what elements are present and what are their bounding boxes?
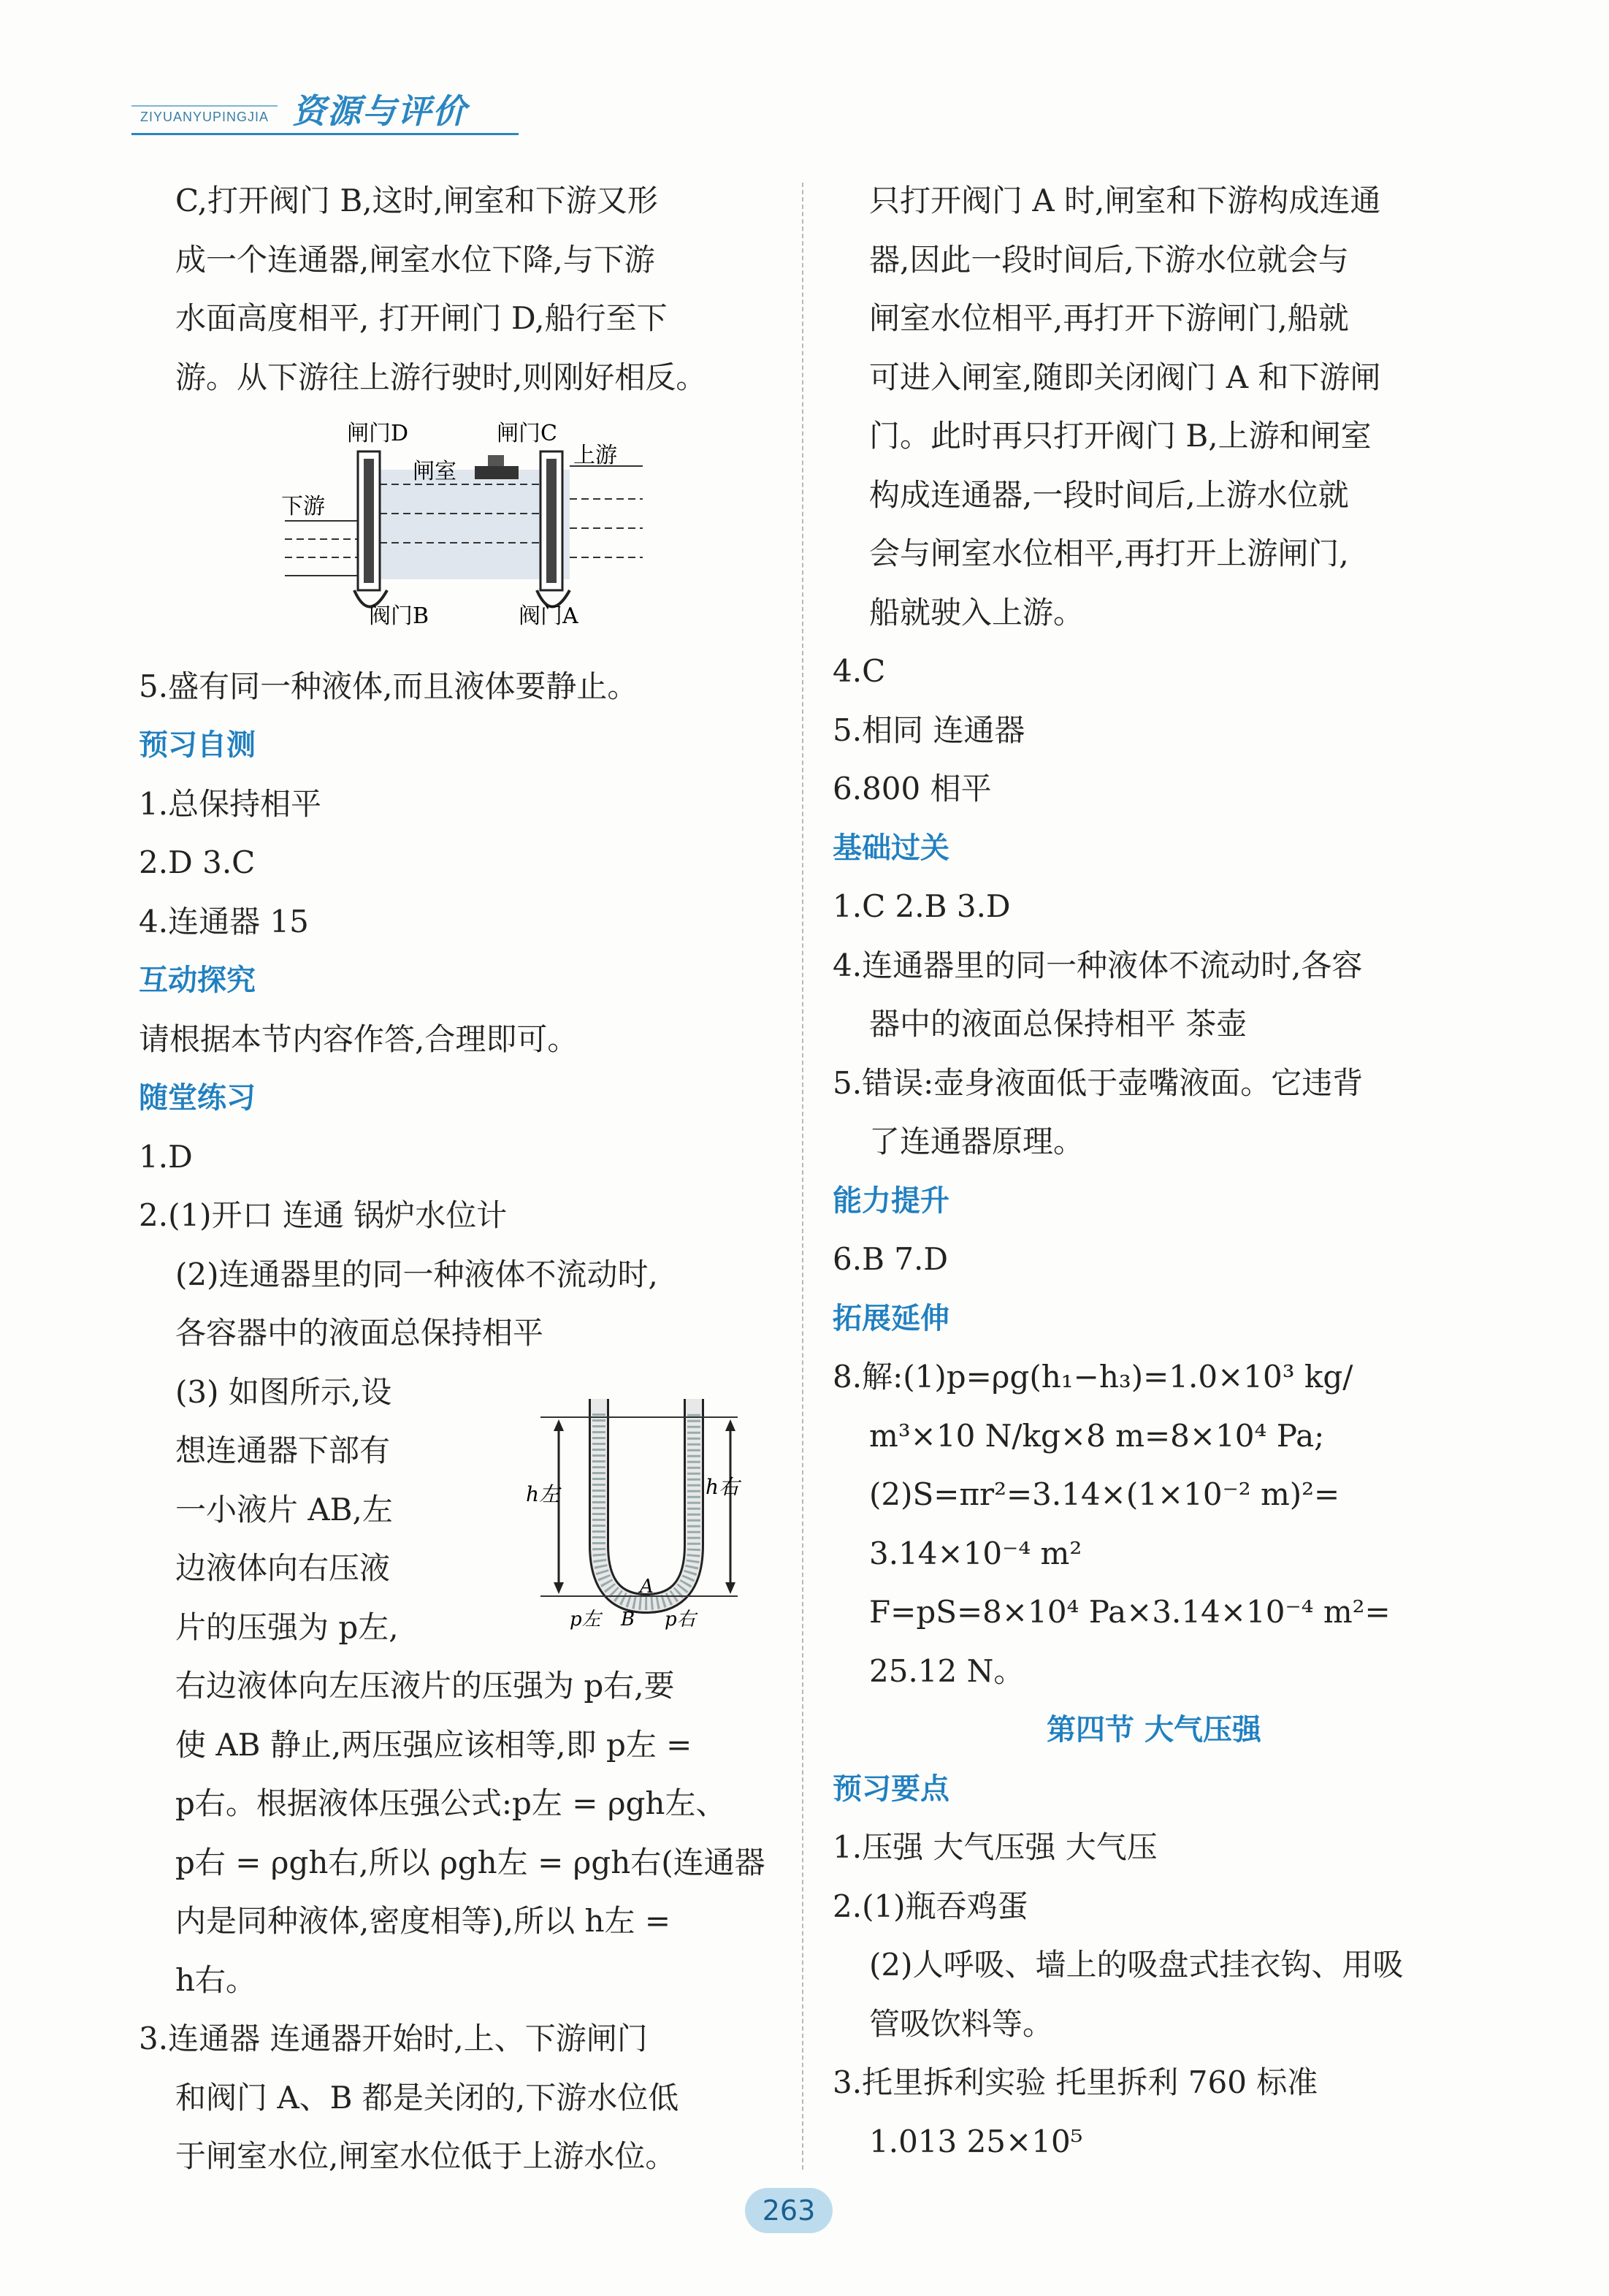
column-divider	[802, 183, 803, 2170]
text-line: 内是同种液体,密度相等),所以 h左 =	[175, 1903, 671, 1939]
text-line: h右。	[175, 1961, 257, 1998]
text-line: 构成连通器,一段时间后,上游水位就	[869, 476, 1349, 513]
text-line: 船就驶入上游。	[869, 594, 1085, 630]
text-line: 1.总保持相平	[139, 785, 322, 822]
text-line: 器,因此一段时间后,下游水位就会与	[869, 241, 1349, 278]
text-line: p右。根据液体压强公式:p左 = ρgh左、	[175, 1785, 727, 1821]
page-number: 263	[745, 2188, 833, 2233]
text-line: 4.C	[833, 653, 886, 689]
text-line: 想连通器下部有	[175, 1433, 391, 1468]
text-line: 右边液体向左压液片的压强为 p右,要	[175, 1668, 675, 1704]
valve-a-label: 阀门A	[519, 603, 578, 629]
text-line: 4.连通器 15	[139, 903, 309, 939]
header-pinyin: ZIYUANYUPINGJIA	[140, 110, 270, 124]
text-line: 只打开阀门 A 时,闸室和下游构成连通	[869, 183, 1381, 218]
upstream-label: 上游	[573, 443, 617, 468]
text-line: 6.B 7.D	[833, 1241, 949, 1277]
text-line: 可进入闸室,随即关闭阀门 A 和下游闸	[869, 359, 1381, 395]
text-line: (2)人呼吸、墙上的吸盘式挂衣钩、用吸	[869, 1947, 1404, 1983]
text-line: 3.14×10⁻⁴ m²	[869, 1535, 1082, 1571]
header-title: 资源与评价	[292, 91, 467, 131]
b-label: B	[621, 1609, 635, 1631]
p-left-label: p左	[570, 1609, 601, 1631]
text-line: 会与闸室水位相平,再打开上游闸门,	[869, 535, 1349, 571]
a-label: A	[640, 1576, 654, 1598]
text-line: 2.D 3.C	[139, 844, 256, 880]
text-line: F=pS=8×10⁴ Pa×3.14×10⁻⁴ m²=	[869, 1594, 1391, 1630]
text-line: 5.相同 连通器	[833, 712, 1025, 748]
text-line: 3.连通器 连通器开始时,上、下游闸门	[139, 2021, 648, 2056]
text-line: m³×10 N/kg×8 m=8×10⁴ Pa;	[869, 1417, 1325, 1454]
text-line: (2)连通器里的同一种液体不流动时,	[175, 1256, 658, 1292]
header-decoration	[131, 105, 278, 107]
text-line: 和阀门 A、B 都是关闭的,下游水位低	[175, 2079, 679, 2116]
u-tube-diagram	[497, 1384, 767, 1636]
left-column	[139, 172, 781, 2186]
text-line: 游。从下游往上游行驶时,则刚好相反。	[175, 359, 707, 395]
text-line: 了连通器原理。	[869, 1124, 1085, 1159]
text-line: 1.D	[139, 1138, 193, 1175]
text-line: 闸室水位相平,再打开下游闸门,船就	[869, 300, 1349, 336]
text-line: 3.托里拆利实验 托里拆利 760 标准	[833, 2064, 1318, 2100]
u-tube-figure	[497, 1384, 767, 1633]
text-line: 6.800 相平	[833, 771, 992, 806]
text-line: 于闸室水位,闸室水位低于上游水位。	[175, 2138, 676, 2174]
text-line: 5.盛有同一种液体,而且液体要静止。	[139, 668, 638, 704]
text-line: 水面高度相平, 打开闸门 D,船行至下	[175, 300, 668, 336]
gate-d-label: 闸门D	[347, 421, 409, 446]
text-line: 成一个连通器,闸室水位下降,与下游	[175, 241, 655, 278]
ship-lock-diagram	[278, 411, 781, 650]
ship-lock-figure	[278, 411, 657, 630]
section-heading: 互动探究	[139, 964, 256, 997]
text-line: C,打开阀门 B,这时,闸室和下游又形	[175, 183, 658, 218]
p-right-label: p右	[665, 1609, 696, 1631]
text-line: 管吸饮料等。	[869, 2005, 1054, 2042]
text-line: 各容器中的液面总保持相平	[175, 1315, 544, 1351]
section-heading: 能力提升	[833, 1183, 949, 1218]
chapter-heading: 第四节 大气压强	[1047, 1713, 1261, 1747]
page-header	[131, 80, 526, 139]
gate-c-label: 闸门C	[497, 421, 557, 446]
section-heading: 预习要点	[833, 1771, 949, 1806]
text-line: 边液体向右压液	[175, 1550, 391, 1586]
right-column	[833, 172, 1475, 2171]
valve-b-label: 阀门B	[369, 603, 429, 629]
section-heading: 拓展延伸	[833, 1301, 949, 1335]
section-heading: 随堂练习	[139, 1081, 256, 1115]
text-line: 8.解:(1)p=ρg(h₁−h₃)=1.0×10³ kg/	[833, 1359, 1353, 1395]
text-line: 1.C 2.B 3.D	[833, 888, 1011, 924]
text-line: 4.连通器里的同一种液体不流动时,各容	[833, 947, 1363, 983]
downstream-label: 下游	[281, 494, 325, 519]
text-line: p右 = ρgh右,所以 ρgh左 = ρgh右(连通器	[175, 1844, 765, 1880]
text-line: (3) 如图所示,设	[175, 1373, 392, 1410]
text-line: 1.压强 大气压强 大气压	[833, 1829, 1158, 1865]
section-heading: 预习自测	[139, 728, 256, 762]
text-line: 请根据本节内容作答,合理即可。	[139, 1021, 578, 1057]
text-line: 器中的液面总保持相平 茶壶	[869, 1006, 1247, 1042]
h-right-label: h右	[706, 1475, 740, 1499]
text-line: 2.(1)开口 连通 锅炉水位计	[139, 1197, 508, 1233]
text-line: 5.错误:壶身液面低于壶嘴液面。它违背	[833, 1064, 1364, 1101]
text-line: 片的压强为 p左,	[175, 1609, 399, 1645]
text-line: 使 AB 静止,两压强应该相等,即 p左 =	[175, 1726, 692, 1763]
section-heading: 基础过关	[833, 831, 949, 865]
text-line: 门。此时再只打开阀门 B,上游和闸室	[869, 418, 1372, 454]
chamber-label: 闸室	[413, 459, 456, 484]
text-line: 1.013 25×10⁵	[869, 2123, 1083, 2159]
text-line: 一小液片 AB,左	[175, 1491, 393, 1528]
header-rule	[131, 133, 519, 135]
text-line: 2.(1)瓶吞鸡蛋	[833, 1888, 1028, 1924]
text-line: (2)S=πr²=3.14×(1×10⁻² m)²=	[869, 1476, 1340, 1512]
text-line: 25.12 N。	[869, 1652, 1025, 1689]
h-left-label: h左	[526, 1482, 560, 1506]
